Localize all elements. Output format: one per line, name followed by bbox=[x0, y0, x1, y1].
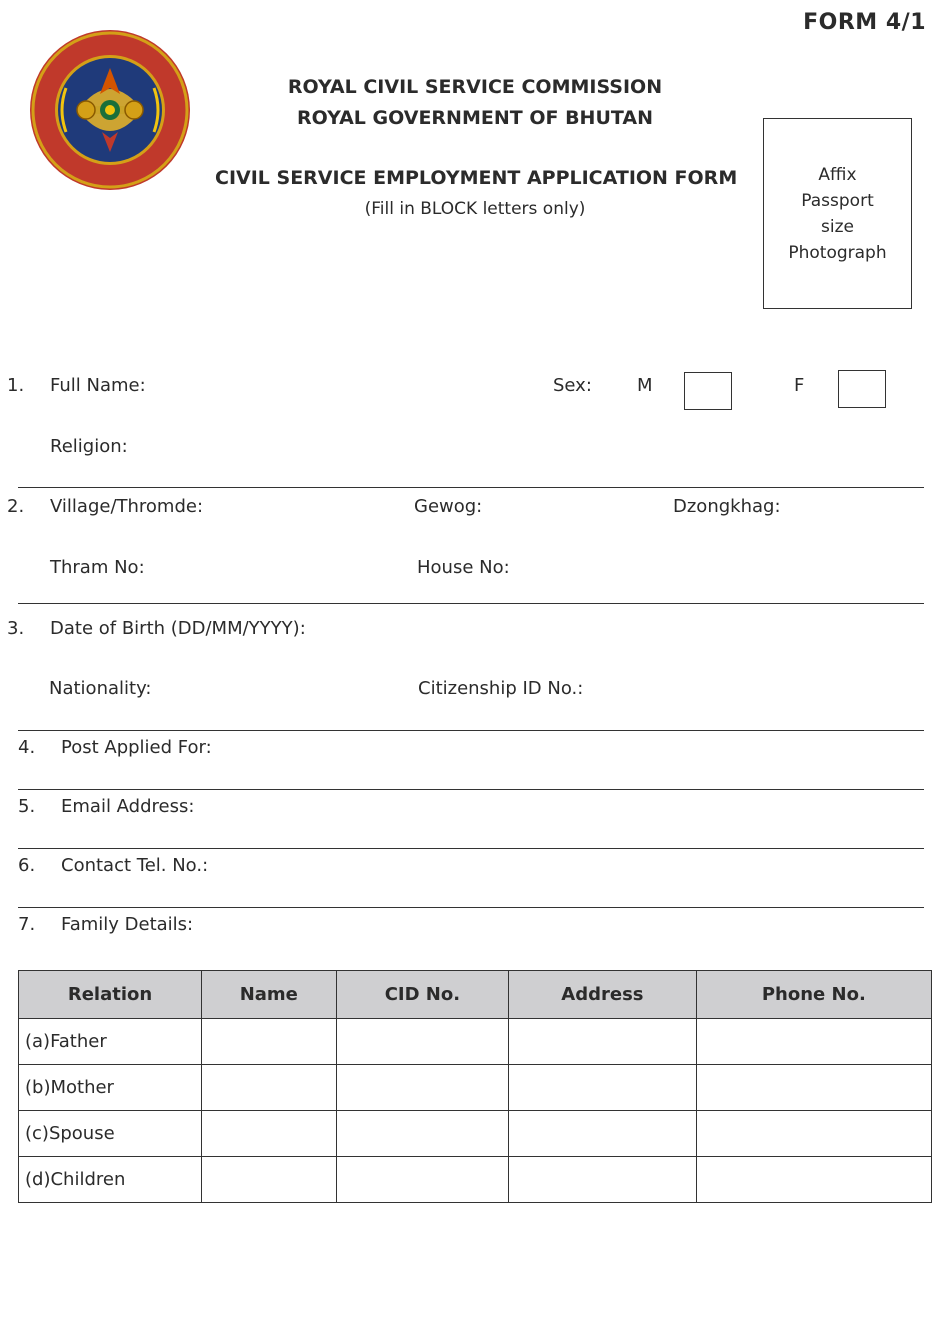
rcsc-seal-logo bbox=[28, 28, 192, 192]
family-details-table bbox=[18, 970, 932, 1203]
relation-cell: (c)Spouse bbox=[19, 1111, 202, 1157]
house-label: House No: bbox=[417, 557, 510, 578]
table-row bbox=[19, 1065, 932, 1111]
post-label: Post Applied For: bbox=[61, 737, 212, 758]
nationality-label: Nationality: bbox=[49, 678, 152, 699]
village-label: Village/Thromde: bbox=[50, 496, 204, 517]
photo-line-1: Affix bbox=[818, 165, 857, 185]
table-header-row bbox=[19, 971, 932, 1019]
sex-f-label: F bbox=[794, 375, 805, 396]
dzongkhag-label: Dzongkhag: bbox=[673, 496, 781, 517]
contact-label: Contact Tel. No.: bbox=[61, 855, 209, 876]
column-header: Address bbox=[509, 971, 697, 1019]
gewog-label: Gewog: bbox=[414, 496, 483, 517]
phone-cell[interactable] bbox=[696, 1065, 931, 1111]
photo-line-4: Photograph bbox=[788, 243, 887, 263]
section-6-number: 6. bbox=[18, 855, 36, 876]
relation-cell: (d)Children bbox=[19, 1157, 202, 1203]
religion-label: Religion: bbox=[50, 436, 128, 457]
name-cell[interactable] bbox=[202, 1111, 337, 1157]
sex-male-checkbox[interactable] bbox=[684, 372, 732, 410]
phone-cell[interactable] bbox=[696, 1019, 931, 1065]
divider bbox=[18, 907, 924, 908]
thram-label: Thram No: bbox=[50, 557, 145, 578]
address-cell[interactable] bbox=[509, 1019, 697, 1065]
photo-line-2: Passport bbox=[801, 191, 874, 211]
phone-cell[interactable] bbox=[696, 1111, 931, 1157]
cid-cell[interactable] bbox=[336, 1019, 509, 1065]
table-row bbox=[19, 1019, 932, 1065]
address-cell[interactable] bbox=[509, 1157, 697, 1203]
divider bbox=[18, 487, 924, 488]
column-header: CID No. bbox=[336, 971, 509, 1019]
divider bbox=[18, 789, 924, 790]
government-name: ROYAL GOVERNMENT OF BHUTAN bbox=[297, 107, 653, 129]
divider bbox=[18, 730, 924, 731]
column-header: Phone No. bbox=[696, 971, 931, 1019]
section-3-number: 3. bbox=[7, 618, 25, 639]
form-number: FORM 4/1 bbox=[803, 10, 926, 35]
family-label: Family Details: bbox=[61, 914, 194, 935]
cid-cell[interactable] bbox=[336, 1065, 509, 1111]
section-2-number: 2. bbox=[7, 496, 25, 517]
email-label: Email Address: bbox=[61, 796, 195, 817]
divider bbox=[18, 848, 924, 849]
sex-m-label: M bbox=[637, 375, 653, 396]
phone-cell[interactable] bbox=[696, 1157, 931, 1203]
address-cell[interactable] bbox=[509, 1111, 697, 1157]
table-row bbox=[19, 1111, 932, 1157]
full-name-label: Full Name: bbox=[50, 375, 146, 396]
sex-female-checkbox[interactable] bbox=[838, 370, 886, 408]
divider bbox=[18, 603, 924, 604]
photo-line-3: size bbox=[821, 217, 854, 237]
relation-cell: (a)Father bbox=[19, 1019, 202, 1065]
section-1-number: 1. bbox=[7, 375, 25, 396]
cid-cell[interactable] bbox=[336, 1157, 509, 1203]
section-5-number: 5. bbox=[18, 796, 36, 817]
name-cell[interactable] bbox=[202, 1065, 337, 1111]
column-header: Relation bbox=[19, 971, 202, 1019]
column-header: Name bbox=[202, 971, 337, 1019]
relation-cell: (b)Mother bbox=[19, 1065, 202, 1111]
name-cell[interactable] bbox=[202, 1019, 337, 1065]
section-7-number: 7. bbox=[18, 914, 36, 935]
form-title: CIVIL SERVICE EMPLOYMENT APPLICATION FORM bbox=[215, 167, 738, 189]
name-cell[interactable] bbox=[202, 1157, 337, 1203]
table-row bbox=[19, 1157, 932, 1203]
cid-label: Citizenship ID No.: bbox=[418, 678, 584, 699]
cid-cell[interactable] bbox=[336, 1111, 509, 1157]
address-cell[interactable] bbox=[509, 1065, 697, 1111]
form-instruction: (Fill in BLOCK letters only) bbox=[364, 199, 586, 219]
commission-name: ROYAL CIVIL SERVICE COMMISSION bbox=[287, 76, 663, 98]
section-4-number: 4. bbox=[18, 737, 36, 758]
photo-box[interactable] bbox=[763, 118, 912, 309]
sex-label: Sex: bbox=[553, 375, 592, 396]
dob-label: Date of Birth (DD/MM/YYYY): bbox=[50, 618, 306, 639]
